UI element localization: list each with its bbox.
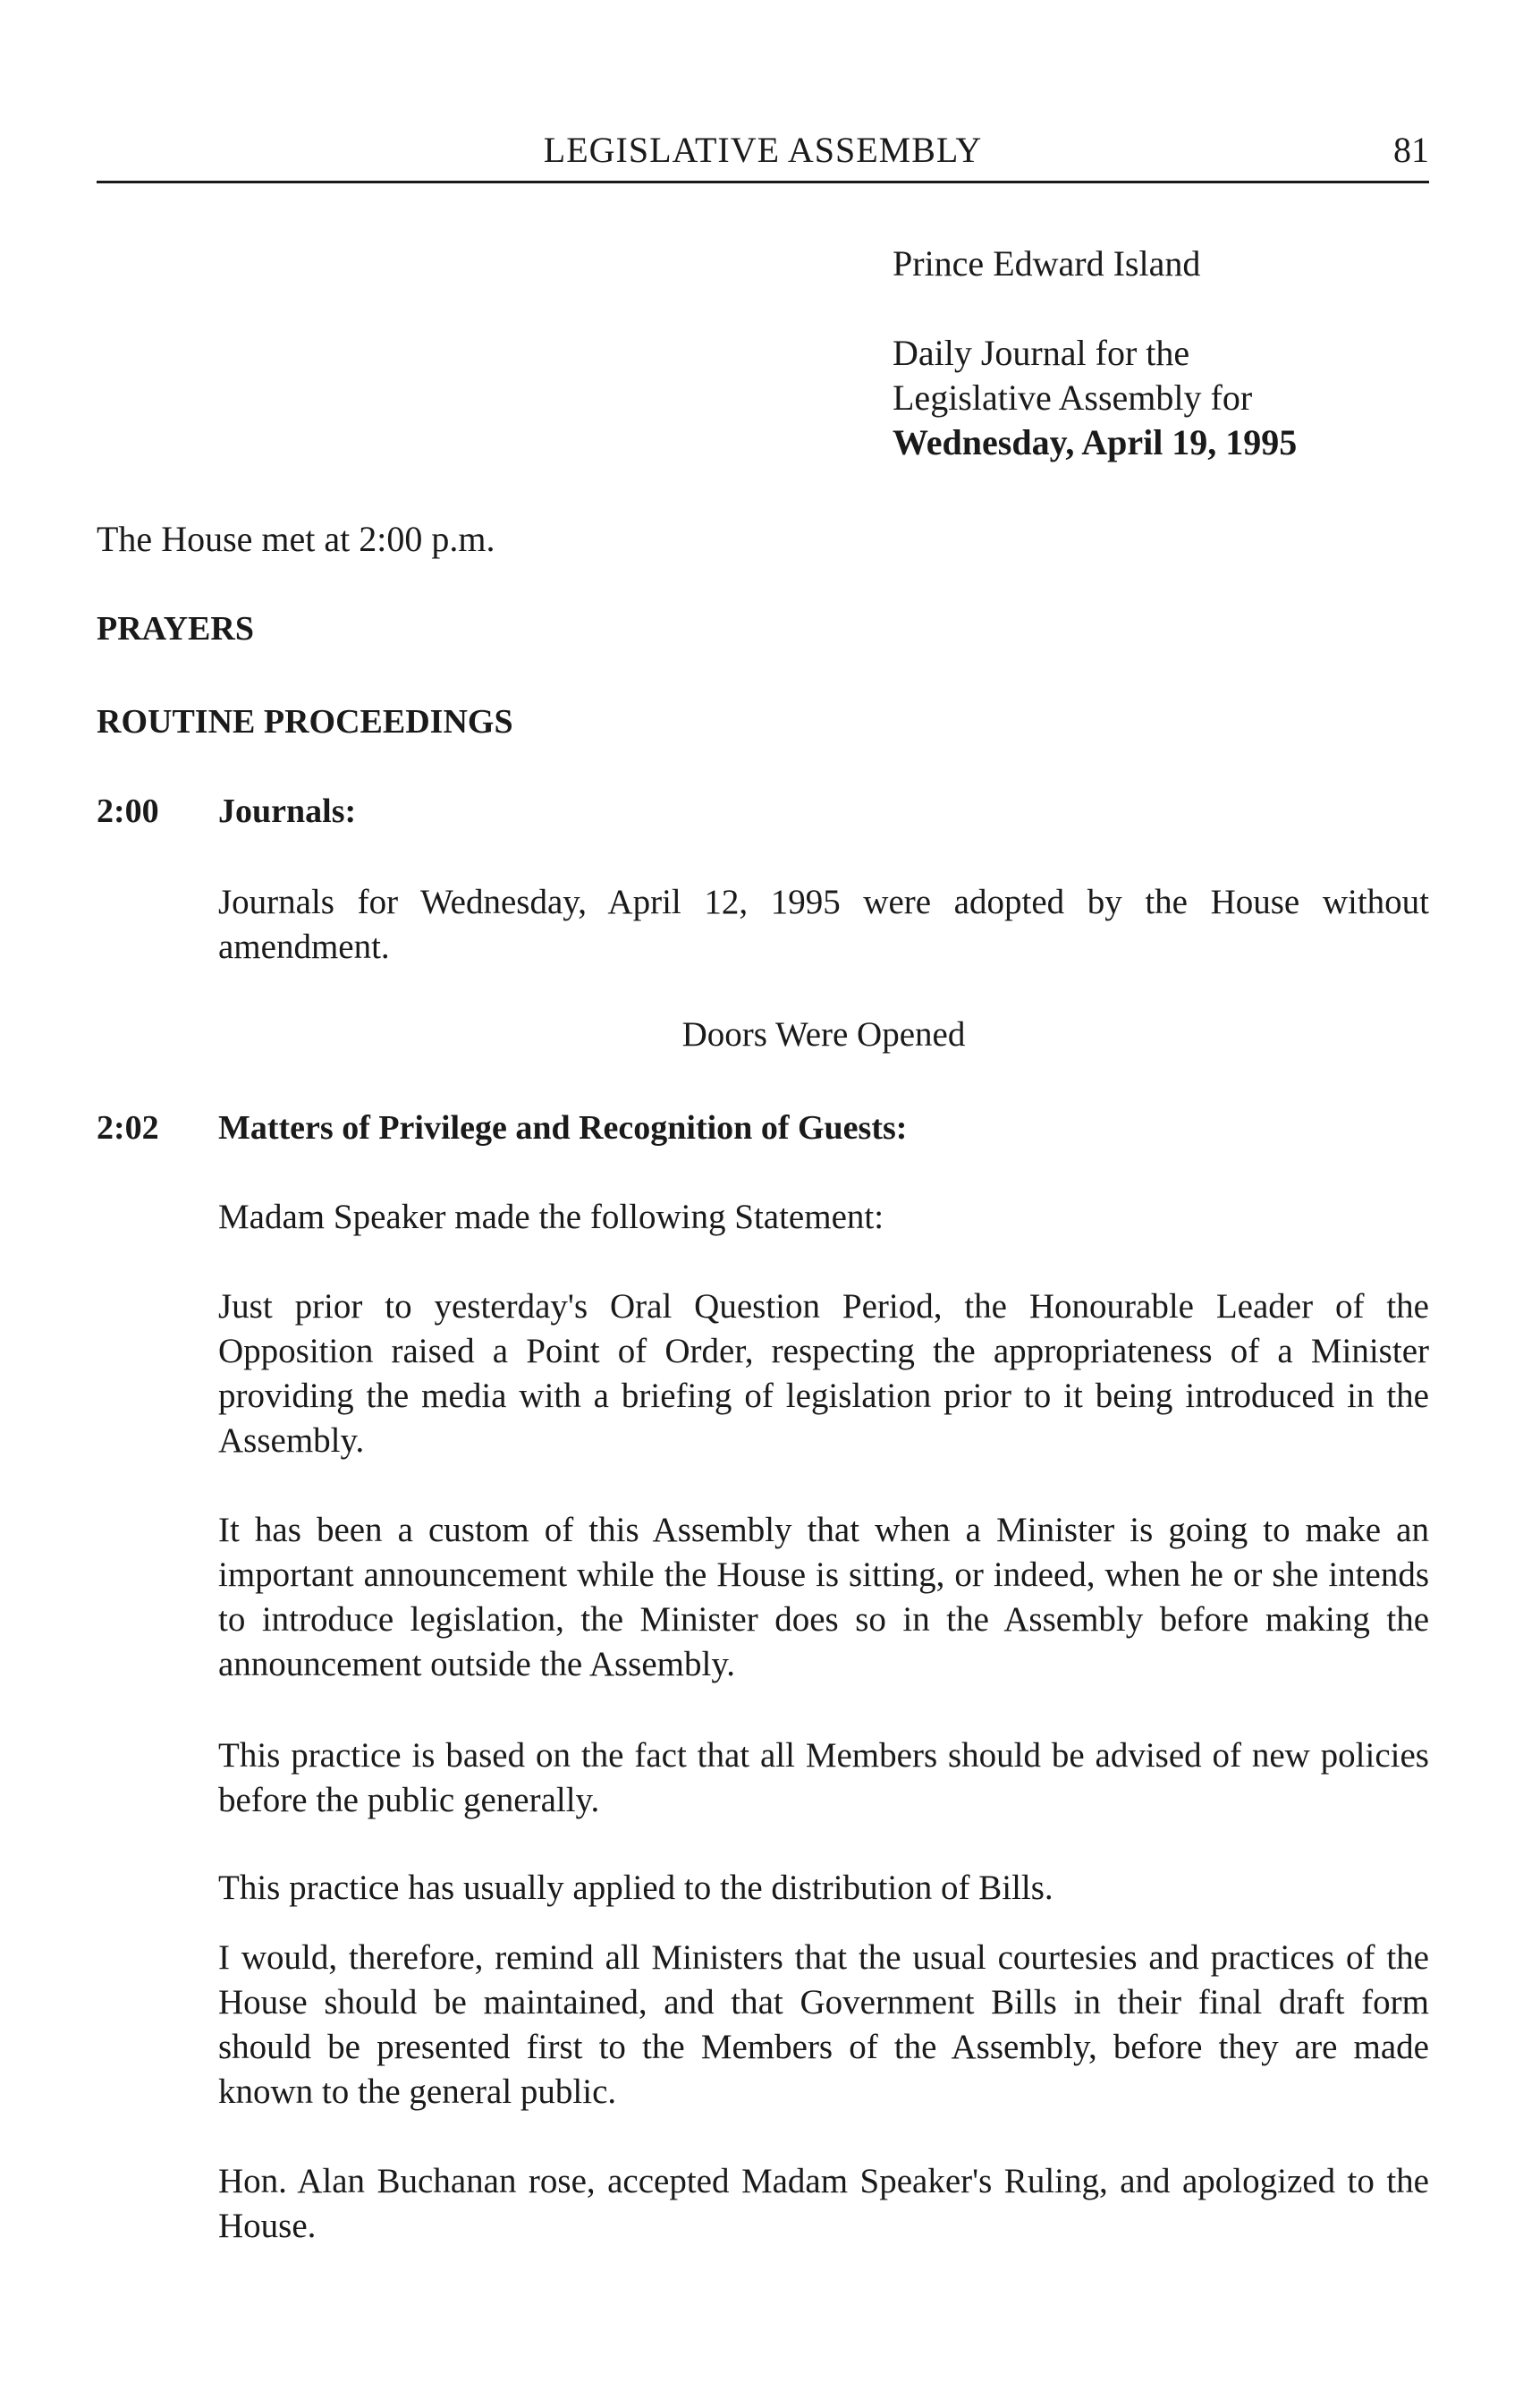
buchanan-apology: Hon. Alan Buchanan rose, accepted Madam Speaker's Ruling, and apologized to the House. [218,2162,1429,2245]
item-time-journals: 2:00 [97,792,159,830]
statement-paragraph-1: Just prior to yesterday's Oral Question Period, the Honourable Leader of the Opposition raised a Point of Order, respecting the appropriateness of a Minister providing the media with a briefing of legislation prior to it being introduced in the Assembly. [218,1287,1429,1460]
statement-paragraph-4: This practice has usually applied to the distribution of Bills. [218,1869,1053,1907]
page-header [97,125,1429,183]
statement-paragraph-2: It has been a custom of this Assembly that when a Minister is going to make an important announcement while the House is sitting, or indeed, when he or she intends to introduce legislation, the Minister does so in the Assembly before making the announcement outside the Assembly. [218,1511,1429,1683]
statement-intro: Madam Speaker made the following Statement: [218,1198,884,1236]
province-name: Prince Edward Island [893,243,1201,284]
journal-line-1: Daily Journal for the [893,333,1190,373]
item-title-privilege: Matters of Privilege and Recognition of Guests: [218,1109,908,1147]
journal-line-2: Legislative Assembly for [893,377,1253,418]
header-title: LEGISLATIVE ASSEMBLY [543,130,983,170]
heading-routine-proceedings: ROUTINE PROCEEDINGS [97,703,513,741]
journal-date: Wednesday, April 19, 1995 [893,422,1298,462]
statement-paragraph-3: This practice is based on the fact that all Members should be advised of new policies before the public generally. [218,1736,1429,1819]
journal-info [893,242,1447,465]
doors-opened-text: Doors Were Opened [681,1015,966,1054]
house-met-text: The House met at 2:00 p.m. [97,519,495,559]
item-title-journals: Journals: [218,792,357,830]
heading-prayers: PRAYERS [97,610,254,648]
journals-text: Journals for Wednesday, April 12, 1995 were adopted by the House without amendment. [218,883,1429,966]
statement-paragraph-5: I would, therefore, remind all Ministers that the usual courtesies and practices of the House should be maintained, and that Government Bills in their final draft form should be presented first to the Members of the Assembly, before they are made known to the general public. [218,1938,1429,2111]
item-time-privilege: 2:02 [97,1109,159,1147]
page-number: 81 [1393,130,1429,170]
